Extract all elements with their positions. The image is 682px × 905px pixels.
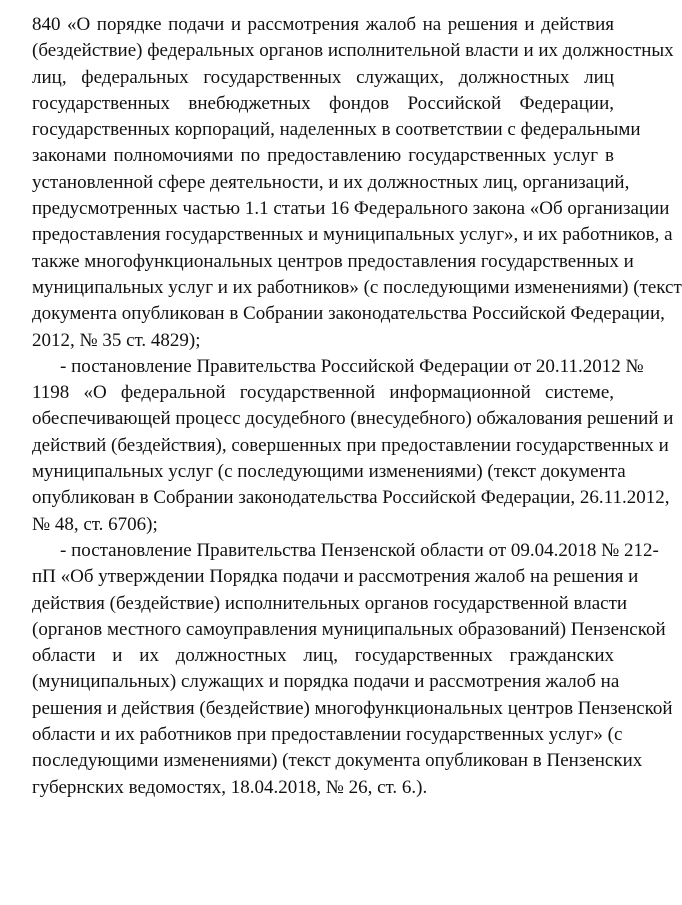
document-line: действий (бездействия), совершенных при предоставлении государственных и bbox=[32, 434, 669, 456]
document-line: губернских ведомостях, 18.04.2018, № 26, ст. 6.). bbox=[32, 776, 428, 798]
document-line: (бездействие) федеральных органов исполнительной власти и их должностных bbox=[32, 40, 674, 62]
document-line: решения и действия (бездействие) многофункциональных центров Пензенской bbox=[32, 697, 673, 719]
document-line: муниципальных услуг и их работников» (с последующими изменениями) (текст bbox=[32, 276, 682, 298]
document-line: (органов местного самоуправления муниципальных образований) Пензенской bbox=[32, 618, 666, 640]
document-line: - постановление Правительства Российской Федерации от 20.11.2012 № bbox=[60, 355, 644, 377]
document-line: - постановление Правительства Пензенской области от 09.04.2018 № 212- bbox=[60, 539, 659, 561]
document-line: лиц, федеральных государственных служащих, должностных лиц bbox=[32, 66, 614, 88]
document-line: 1198 «О федеральной государственной информационной системе, bbox=[32, 382, 614, 404]
document-line: установленной сфере деятельности, и их должностных лиц, организаций, bbox=[32, 171, 630, 193]
document-line: документа опубликован в Собрании законодательства Российской Федерации, bbox=[32, 303, 665, 325]
document-line: 2012, № 35 ст. 4829); bbox=[32, 329, 201, 351]
document-line: действия (бездействие) исполнительных органов государственной власти bbox=[32, 592, 628, 614]
document-line: пП «Об утверждении Порядка подачи и рассмотрения жалоб на решения и bbox=[32, 566, 639, 588]
document-line: (муниципальных) служащих и порядка подачи и рассмотрения жалоб на bbox=[32, 671, 620, 693]
document-line: предоставления государственных и муниципальных услуг», и их работников, а bbox=[32, 224, 673, 246]
document-line: обеспечивающей процесс досудебного (внесудебного) обжалования решений и bbox=[32, 408, 674, 430]
document-line: № 48, ст. 6706); bbox=[32, 513, 158, 535]
document-line: последующими изменениями) (текст документа опубликован в Пензенских bbox=[32, 750, 643, 772]
document-text bbox=[32, 12, 682, 801]
document-line: 840 «О порядке подачи и рассмотрения жалоб на решения и действия bbox=[32, 14, 614, 35]
document-line: области и их работников при предоставлении государственных услуг» (с bbox=[32, 724, 623, 746]
document-line: области и их должностных лиц, государственных гражданских bbox=[32, 645, 614, 667]
document-line: законами полномочиями по предоставлению государственных услуг в bbox=[32, 145, 614, 167]
document-line: опубликован в Собрании законодательства Российской Федерации, 26.11.2012, bbox=[32, 487, 670, 509]
document-line: государственных внебюджетных фондов Российской Федерации, bbox=[32, 92, 614, 114]
document-line: муниципальных услуг (с последующими изменениями) (текст документа bbox=[32, 461, 626, 483]
document-line: предусмотренных частью 1.1 статьи 16 Федерального закона «Об организации bbox=[32, 198, 670, 220]
document-line: также многофункциональных центров предоставления государственных и bbox=[32, 250, 634, 272]
document-line: государственных корпораций, наделенных в соответствии с федеральными bbox=[32, 119, 641, 141]
